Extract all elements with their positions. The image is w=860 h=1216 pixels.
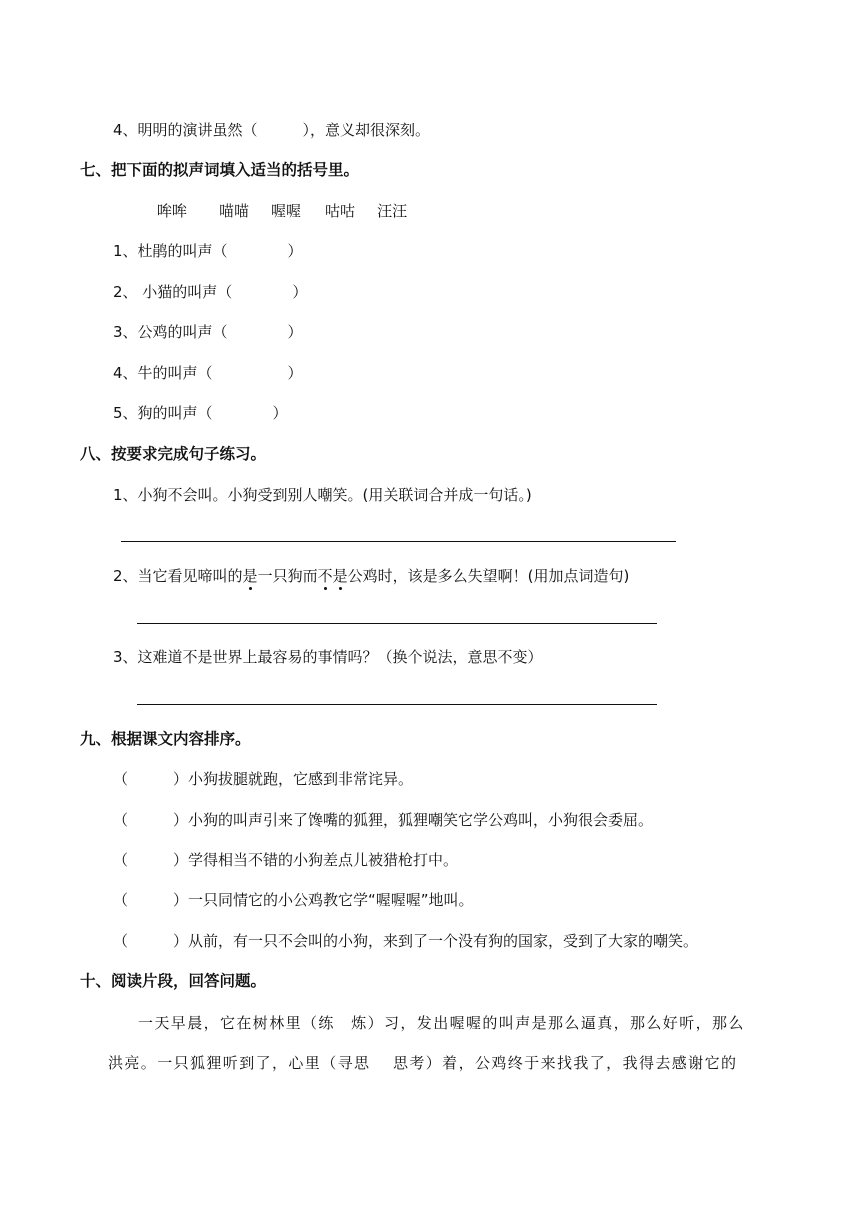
word-miaomiao: 喵喵 <box>219 202 250 220</box>
section-7-item-5: 5、狗的叫声（ ） <box>113 404 288 422</box>
passage-line-2: 洪亮。一只狐狸听到了，心里（寻思 思考）着，公鸡终于来找我了，我得去感谢它的 <box>108 1054 738 1072</box>
section-9-item-3: （ ）学得相当不错的小狗差点儿被猎枪打中。 <box>113 851 459 869</box>
dotted-char-shi-1: 是 <box>242 567 258 585</box>
section-7-item-2: 2、 小猫的叫声（ ） <box>113 283 308 301</box>
section-8-item-3: 3、这难道不是世界上最容易的事情吗？（换个说法，意思不变） <box>113 648 543 666</box>
onomatopoeia-word-bank <box>157 200 439 222</box>
section-7-item-4: 4、牛的叫声（ ） <box>113 364 303 382</box>
item-2-text-a: 2、当它看见啼叫的 <box>113 567 243 585</box>
answer-line-2[interactable] <box>137 623 657 624</box>
item-2-text-c: 一只狗而 <box>257 567 318 585</box>
section-9-item-4: （ ）一只同情它的小公鸡教它学“喔喔喔”地叫。 <box>113 891 474 909</box>
section-8-item-1: 1、小狗不会叫。小狗受到别人嘲笑。(用关联词合并成一句话。) <box>113 486 532 504</box>
answer-line-3[interactable] <box>137 704 657 705</box>
word-wangwang: 汪汪 <box>377 202 408 220</box>
section-9-item-2: （ ）小狗的叫声引来了馋嘴的狐狸，狐狸嘲笑它学公鸡叫，小狗很会委屈。 <box>113 811 654 829</box>
section-9-heading: 九、根据课文内容排序。 <box>80 730 251 748</box>
section-9-item-5: （ ）从前，有一只不会叫的小狗，来到了一个没有狗的国家，受到了大家的嘲笑。 <box>113 932 699 950</box>
word-gugu: 咕咕 <box>325 202 356 220</box>
word-wowo: 喔喔 <box>271 202 302 220</box>
section-8-item-2 <box>113 565 629 587</box>
section-7-item-1: 1、杜鹃的叫声（ ） <box>113 242 303 260</box>
q6-item-4: 4、明明的演讲虽然（ ），意义却很深刻。 <box>113 121 431 139</box>
item-2-text-f: 公鸡时，该是多么失望啊！(用加点词造句) <box>347 567 630 585</box>
passage-line-1: 一天早晨，它在树林里（练 炼）习，发出喔喔的叫声是那么逼真，那么好听，那么 <box>138 1014 745 1032</box>
answer-line-1[interactable] <box>121 541 676 542</box>
section-7-heading: 七、把下面的拟声词填入适当的括号里。 <box>80 161 360 179</box>
word-moumou: 哞哞 <box>157 202 188 220</box>
dotted-char-bu: 不 <box>317 567 333 585</box>
dotted-char-shi-2: 是 <box>332 567 348 585</box>
section-8-heading: 八、按要求完成句子练习。 <box>80 445 267 463</box>
section-9-item-1: （ ）小狗拔腿就跑，它感到非常诧异。 <box>113 770 414 788</box>
section-10-heading: 十、阅读片段，回答问题。 <box>80 972 267 990</box>
section-7-item-3: 3、公鸡的叫声（ ） <box>113 323 303 341</box>
